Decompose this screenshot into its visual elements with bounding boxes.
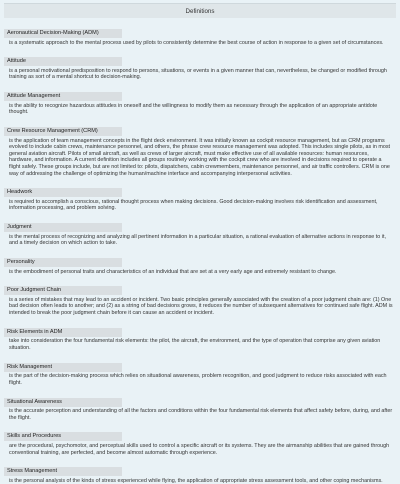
term-label: Risk Elements in ADM (4, 328, 122, 337)
definition-entry (4, 49, 396, 81)
term-label: Headwork (4, 188, 122, 197)
definition-text: take into consideration the four fundamental risk elements: the pilot, the aircraft, the environment, and the type of operation that comprise any given aviation situation. (9, 338, 381, 351)
definition-text: is a personal motivational predisposition to respond to persons, situations, or events in a given manner that can, nevertheless, be changed or modified through training as sort of a mental shortcut to decision-making. (9, 67, 387, 81)
definition-entry (4, 278, 396, 316)
definition-entry (4, 459, 396, 484)
term-label: Situational Awareness (4, 398, 122, 407)
definition-entry (4, 390, 396, 422)
term-label: Attitude Management (4, 92, 122, 101)
definition-entry (4, 424, 396, 456)
definition-entry (4, 180, 396, 212)
term-label: Skills and Procedures (4, 432, 122, 441)
term-label: Poor Judgment Chain (4, 286, 122, 295)
definition-text: is the application of team management concepts in the flight deck environment. It was initially known as cockpit resource management, but as CRM programs evolved to include cabin crews, maintenance personnel, and others, the phrase crew resource management was adopted. This includes single pilots, as in most general aviation aircraft. Pilots of small aircraft, as well as crews of larger aircraft, must make effective use of all available resources: human resources, hardware, and information. A current definition includes all groups routinely working with the cockpit crew who are involved in decisions required to operate a flight safely. These groups include, but are not limited to: pilots, dispatchers, cabin crewmembers, maintenance personnel, and air traffic controllers. CRM is one way of addressing the challenge of optimizing the human/machine interface and accompanying interpersonal activities. (9, 137, 391, 177)
definition-text: is the personal analysis of the kinds of stress experienced while flying, the application of appropriate stress assessment tools, and other coping mechanisms. (9, 477, 383, 484)
page-title: Definitions (4, 3, 396, 18)
term-label: Crew Resource Management (CRM) (4, 127, 122, 136)
term-label: Stress Management (4, 467, 122, 476)
definition-entry (4, 84, 396, 116)
definition-entry (4, 119, 396, 177)
definition-entry (4, 355, 396, 387)
definition-text: are the procedural, psychomotor, and perceptual skills used to control a specific aircraft or its systems. They are the airmanship abilities that are gained through conventional training, are perfected, and become almost automatic through experience. (9, 442, 390, 456)
term-label: Attitude (4, 57, 122, 66)
definition-text: is required to accomplish a conscious, rational thought process when making decisions. Good decision-making involves risk identification and assessment, information processing, and problem solving. (9, 198, 378, 212)
definition-entry (4, 21, 396, 46)
definition-text: is a series of mistakes that may lead to an accident or incident. Two basic principles generally associated with the creation of a poor judgment chain are: (1) One bad decision often leads to another; and (2) as a string of bad decisions grows, it reduces the number of subsequent alternatives for continued safe flight. ADM is intended to break the poor judgment chain before it can cause an accident or incident. (9, 296, 393, 316)
term-label: Risk Management (4, 363, 122, 372)
definition-text: is the part of the decision-making process which relies on situational awareness, problem recognition, and good judgment to reduce risks associated with each flight. (9, 373, 387, 386)
definition-entry (4, 215, 396, 247)
definition-text: is a systematic approach to the mental process used by pilots to consistently determine the best course of action in response to a given set of circumstances. (9, 39, 384, 46)
definition-text: is the mental process of recognizing and analyzing all pertinent information in a particular situation, a rational evaluation of alternative actions in response to it, and a timely decision on which action to take. (9, 233, 386, 247)
definition-text: is the accurate perception and understanding of all the factors and conditions within the four fundamental risk elements that affect safety before, during, and after the flight. (9, 408, 393, 421)
term-label: Personality (4, 258, 122, 267)
term-label: Judgment (4, 223, 122, 232)
definition-entry (4, 320, 396, 352)
definition-text: is the ability to recognize hazardous attitudes in oneself and the willingness to modify them as necessary through the application of an appropriate antidote thought. (9, 102, 378, 116)
term-label: Aeronautical Decision-Making (ADM) (4, 29, 122, 38)
definition-entry (4, 250, 396, 275)
definition-text: is the embodiment of personal traits and characteristics of an individual that are set at a very early age and extremely resistant to change. (9, 268, 337, 275)
